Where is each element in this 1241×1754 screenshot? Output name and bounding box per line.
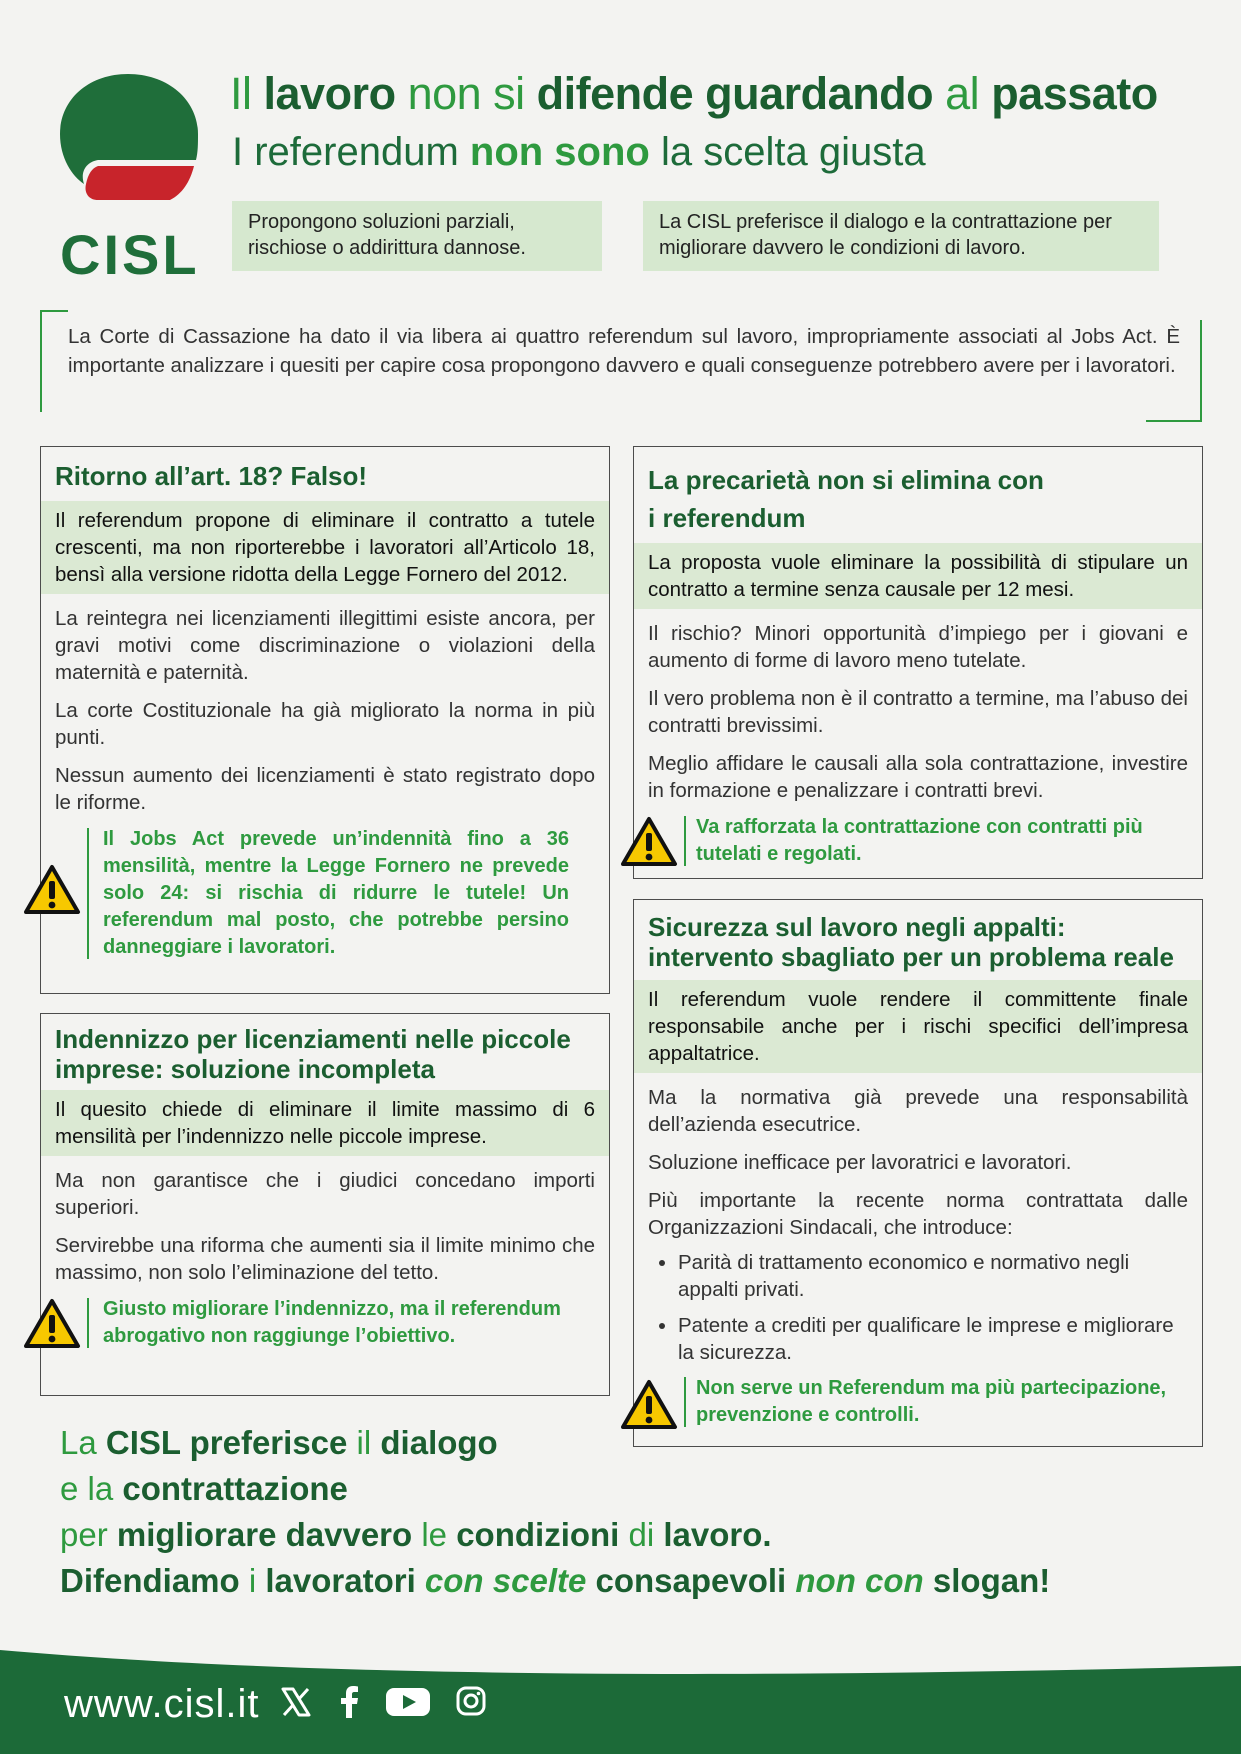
closing-segment: non con (786, 1562, 924, 1599)
card-paragraph: Ma la normativa già prevede una responsabilità dell’azienda esecutrice. (648, 1086, 1188, 1136)
closing-segment: lavoratori (265, 1562, 416, 1599)
card-paragraph: La corte Costituzionale ha già migliorato la norma in più punti. (55, 699, 595, 749)
closing-segment: consapevoli (586, 1562, 787, 1599)
closing-line (60, 1512, 1050, 1558)
closing-segment: dialogo (380, 1424, 498, 1461)
card-title: Ritorno all’art. 18? Falso! (55, 461, 368, 491)
title-line2 (232, 130, 926, 175)
list-item: • Patente a crediti per qualificare le imprese e migliorare la sicurezza. (678, 1312, 1188, 1366)
instagram-icon[interactable] (456, 1686, 486, 1716)
warning-icon (23, 1298, 81, 1350)
title1-segment: al (933, 68, 992, 119)
header-box-left: Propongono soluzioni parziali, rischiose o addirittura dannose. (232, 201, 602, 271)
title1-segment: difende guardando (536, 68, 934, 119)
title2-segment: non sono (469, 130, 650, 174)
card-paragraph: Soluzione inefficace per lavoratrici e lavoratori. (648, 1151, 1072, 1174)
title1-segment: Il (230, 68, 264, 119)
card-paragraph: La reintegra nei licenziamenti illegittimi esiste ancora, per gravi motivi come discriminazione o violazioni della maternità e paternità. (55, 607, 595, 684)
youtube-icon[interactable] (386, 1686, 430, 1718)
card-callout (634, 814, 1202, 868)
callout-text: Il Jobs Act prevede un’indennità fino a 36 mensilità, mentre la Legge Fornero ne prevede solo 24: si rischia di ridurre le tutele! Un referendum mal posto, che potrebbe persino danneggiare i lavoratori. (103, 828, 569, 958)
facebook-icon[interactable] (338, 1686, 360, 1718)
closing-segment: Difendiamo (60, 1562, 240, 1599)
title2-segment: I referendum (232, 130, 470, 174)
card-lead: La proposta vuole eliminare la possibilità di stipulare un contratto a termine senza causale per 12 mesi. (634, 543, 1202, 609)
title1-segment: non si (395, 68, 537, 119)
closing-line (60, 1420, 1050, 1466)
card-paragraph: Più importante la recente norma contrattata dalle Organizzazioni Sindacali, che introduce: (648, 1189, 1188, 1239)
card-lead: Il referendum propone di eliminare il contratto a tutele crescenti, ma non riporterebbe i lavoratori all’Articolo 18, bensì alla versione ridotta della Legge Fornero del 2012. (41, 501, 609, 594)
bullet-list (634, 1249, 1202, 1366)
card-callout (41, 1296, 609, 1350)
title1-segment: passato (991, 68, 1158, 119)
title2-segment: la scelta giusta (649, 130, 926, 174)
intro-text: La Corte di Cassazione ha dato il via libera ai quattro referendum sul lavoro, impropriamente associati al Jobs Act. È importante analizzare i quesiti per capire cosa propongono davvero e quali conseguenze potrebbero avere per i lavoratori. (68, 325, 1180, 377)
warning-icon (23, 864, 81, 916)
card-precarieta (633, 446, 1203, 879)
card-paragraph: Meglio affidare le causali alla sola contrattazione, investire in formazione e penalizzare i contratti brevi. (648, 752, 1188, 802)
closing-segment: con scelte (415, 1562, 587, 1599)
closing-segment: il (347, 1424, 381, 1461)
title1-segment: lavoro (263, 68, 396, 119)
closing-segment: migliorare davvero (116, 1516, 413, 1553)
closing-segment: di (619, 1516, 664, 1553)
intro-section (40, 310, 1202, 422)
closing-segment: contrattazione (122, 1470, 348, 1507)
closing-statement (60, 1420, 1050, 1604)
closing-segment: e la (60, 1470, 123, 1507)
closing-segment: condizioni (456, 1516, 620, 1553)
closing-line (60, 1558, 1050, 1604)
card-title: Sicurezza sul lavoro negli appalti: intervento sbagliato per un problema reale (648, 912, 1174, 972)
card-sicurezza-appalti (633, 899, 1203, 1447)
website-link[interactable]: www.cisl.it (64, 1682, 260, 1726)
closing-segment: CISL preferisce (105, 1424, 348, 1461)
card-callout (41, 826, 609, 961)
title-line1 (230, 68, 1158, 120)
closing-segment: le (412, 1516, 457, 1553)
warning-icon (620, 816, 678, 868)
closing-segment: i (239, 1562, 266, 1599)
header-box-right: La CISL preferisce il dialogo e la contrattazione per migliorare davvero le condizioni di lavoro. (643, 201, 1159, 271)
card-paragraph: Il rischio? Minori opportunità d’impiego per i giovani e aumento di forme di lavoro meno tutelate. (648, 622, 1188, 672)
closing-segment: lavoro. (663, 1516, 772, 1553)
card-art18 (40, 446, 610, 994)
callout-text: Giusto migliorare l’indennizzo, ma il referendum abrogativo non raggiunge l’obiettivo. (103, 1298, 561, 1347)
card-paragraph: Servirebbe una riforma che aumenti sia il limite minimo che massimo, non solo l’eliminazione del tetto. (55, 1234, 595, 1284)
card-piccole-imprese (40, 1013, 610, 1396)
x-icon[interactable] (280, 1686, 312, 1718)
card-paragraph: Ma non garantisce che i giudici concedano importi superiori. (55, 1169, 595, 1219)
card-lead: Il referendum vuole rendere il committente finale responsabile anche per i rischi specifici dell’impresa appaltatrice. (634, 980, 1202, 1073)
card-lead: Il quesito chiede di eliminare il limite massimo di 6 mensilità per l’indennizzo nelle piccole imprese. (41, 1090, 609, 1156)
logo-text: CISL (60, 223, 200, 286)
closing-segment: per (60, 1516, 117, 1553)
card-paragraph: Il vero problema non è il contratto a termine, ma l’abuso dei contratti brevissimi. (648, 687, 1188, 737)
closing-segment: La (60, 1424, 106, 1461)
card-paragraph: Nessun aumento dei licenziamenti è stato registrato dopo le riforme. (55, 764, 595, 814)
closing-segment: slogan! (923, 1562, 1051, 1599)
cisl-logo-icon (58, 72, 198, 220)
card-title: La precarietà non si elimina con i referendum (648, 465, 1044, 533)
card-title: Indennizzo per licenziamenti nelle piccole imprese: soluzione incompleta (55, 1024, 571, 1084)
callout-text: Non serve un Referendum ma più partecipazione, prevenzione e controlli. (696, 1377, 1167, 1426)
list-item: • Parità di trattamento economico e normativo negli appalti privati. (678, 1249, 1188, 1303)
callout-text: Va rafforzata la contrattazione con contratti più tutelati e regolati. (696, 816, 1143, 865)
closing-line (60, 1466, 1050, 1512)
